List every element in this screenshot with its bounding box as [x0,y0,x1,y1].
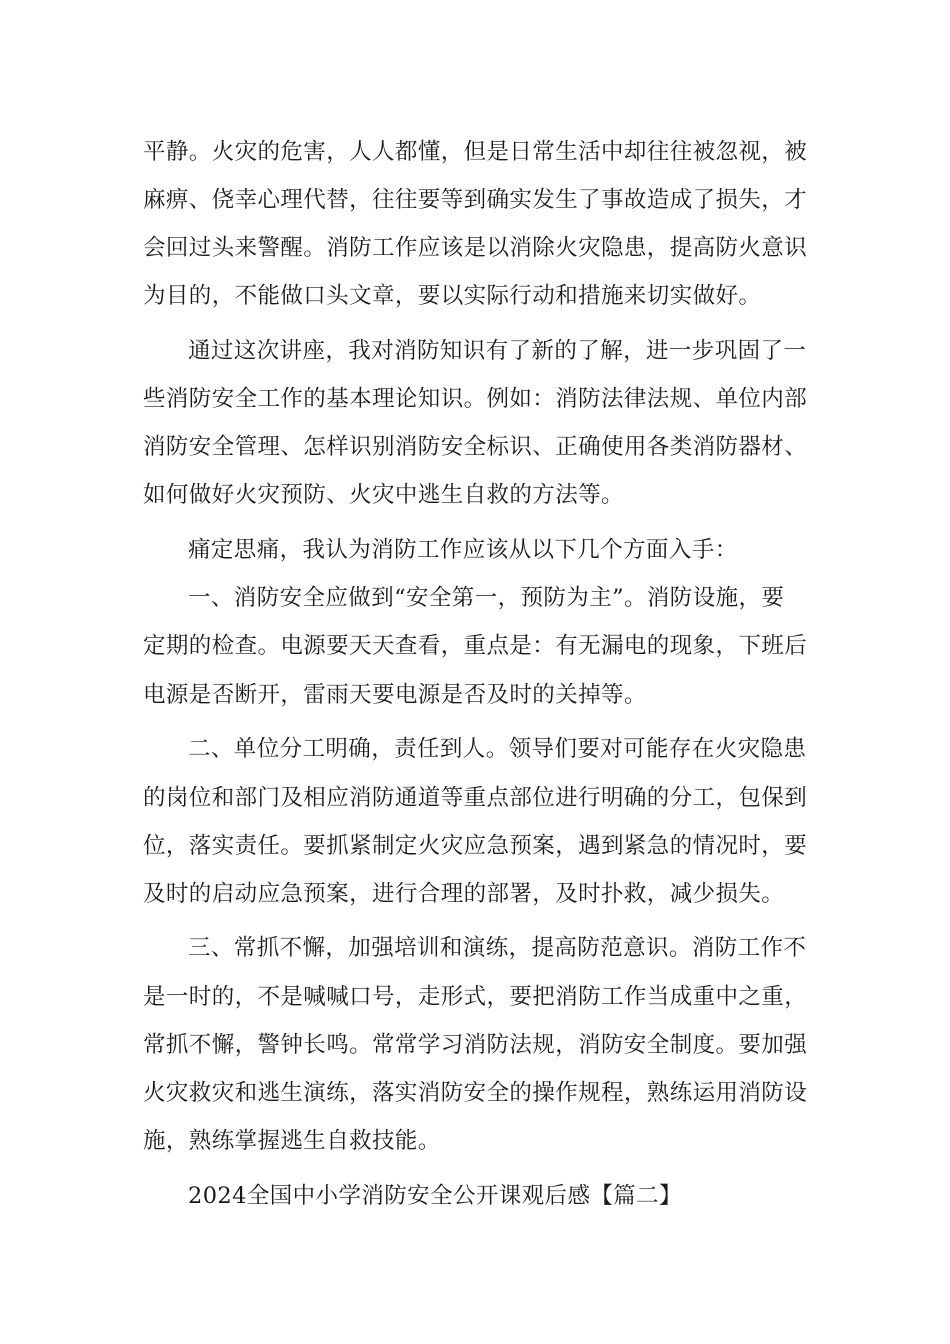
paragraph-line: 二、单位分工明确，责任到人。领导们要对可能存在火灾隐患 [188,736,807,762]
section-heading: 2024全国中小学消防安全公开课观后感【篇二】 [188,1183,682,1209]
paragraph-line: 及时的启动应急预案，进行合理的部署，及时扑救，减少损失。 [143,881,785,907]
paragraph-line: 会回过头来警醒。消防工作应该是以消除火灾隐患，提高防火意识 [143,235,808,261]
paragraph-line: 通过这次讲座，我对消防知识有了新的了解，进一步巩固了一 [188,338,807,364]
paragraph-line: 些消防安全工作的基本理论知识。例如：消防法律法规、单位内部 [143,386,808,412]
paragraph-line: 平静。火灾的危害，人人都懂，但是日常生活中却往往被忽视，被 [143,139,808,165]
paragraph-line: 常抓不懈，警钟长鸣。常常学习消防法规，消防安全制度。要加强 [143,1032,808,1058]
paragraph-line: 是一时的，不是喊喊口号，走形式，要把消防工作当成重中之重， [143,984,808,1010]
paragraph-line: 火灾救灾和逃生演练，落实消防安全的操作规程，熟练运用消防设 [143,1080,808,1106]
paragraph-line: 痛定思痛，我认为消防工作应该从以下几个方面入手： [188,537,738,563]
paragraph-line: 消防安全管理、怎样识别消防安全标识、正确使用各类消防器材、 [143,434,808,460]
paragraph-line: 麻痹、侥幸心理代替，往往要等到确实发生了事故造成了损失，才 [143,187,808,213]
paragraph-line: 三、常抓不懈，加强培训和演练，提高防范意识。消防工作不 [188,935,807,961]
paragraph-line: 如何做好火灾预防、火灾中逃生自救的方法等。 [143,482,624,508]
paragraph-line: 施，熟练掌握逃生自救技能。 [143,1128,441,1154]
paragraph-line: 位，落实责任。要抓紧制定火灾应急预案，遇到紧急的情况时，要 [143,833,808,859]
paragraph-line: 定期的检查。电源要天天查看，重点是：有无漏电的现象，下班后 [143,633,808,659]
paragraph-line: 一、消防安全应做到“安全第一，预防为主”。消防设施，要 [188,585,785,611]
paragraph-line: 为目的，不能做口头文章，要以实际行动和措施来切实做好。 [143,283,762,309]
paragraph-line: 电源是否断开，雷雨天要电源是否及时的关掉等。 [143,682,647,708]
paragraph-line: 的岗位和部门及相应消防通道等重点部位进行明确的分工，包保到 [143,785,808,811]
